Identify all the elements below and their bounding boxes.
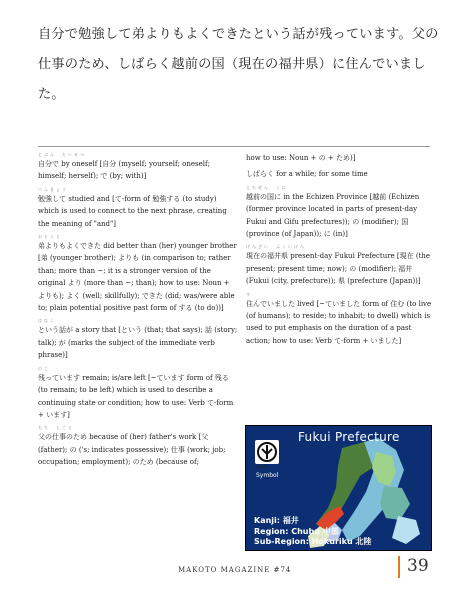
footer-accent <box>398 556 400 578</box>
vocab-entry: しばらく for a while; for some time <box>246 170 368 179</box>
map-info <box>254 516 371 548</box>
vocab-entry: えちぜん くに 越前の国に in the Echizen Province [越前 (Echizen (former province located in parts of present-day Fukui and Gifu prefectures)); の (modifier); 国 (province (of Japan)); に (in)] <box>246 184 420 239</box>
vocab-entry: す 住んでいました lived [~ていました form of 住む (to live (of humans); to reside; to inhabit; to dwell) which is used to put emphasis on the duration of a past action; how to use: Verb て-form + いました] <box>246 291 432 345</box>
vocab-entry: のこ 残っています remain; is/are left [~ています form of 残る (to remain; to be left) which is used to describe a continuing state or condition; how to use: Verb て-form + います] <box>38 365 234 419</box>
region-line: Region: Chubu 中部 <box>254 526 339 536</box>
page-number: 39 <box>407 556 429 576</box>
symbol-label: Symbol <box>256 472 279 479</box>
vocab-column-right <box>246 152 432 351</box>
magazine-footer: MAKOTO MAGAZINE #74 <box>178 566 292 574</box>
divider <box>38 146 430 147</box>
vocab-entry: はなし という話が a story that [という (that; that says); 話 (story; talk); が (marks the subject of the immediate verb phrase)] <box>38 318 238 360</box>
prefecture-symbol <box>255 440 279 464</box>
vocab-entry: げんざい ふくいけん 現在の福井県 present-day Fukui Prefecture [現在 (the present; present time; now); の (modifier); 福井 (Fukui (city, prefecture)); 県 (prefecture (Japan))] <box>246 244 431 286</box>
vocab-entry: じぶん たいせつ 自分で by oneself [自分 (myself; yourself; oneself; himself; herself); で (by; with)] <box>38 152 210 181</box>
vocab-entry: how to use: Noun + の + ため)] <box>246 154 356 162</box>
kanji-line: Kanji: 福井 <box>254 516 299 525</box>
fukui-map <box>245 425 432 551</box>
subregion-line: Sub-Region: Hokuriku 北陸 <box>254 537 372 546</box>
vocab-entry: ちち しごと 父の仕事のため because of (her) father's work [父 (father); の ('s; indicates possessive); 仕事 (work; job; occupation; employment); のため (because of; <box>38 425 226 467</box>
vocab-entry: べんきょう 勉強して studied and [て-form of 勉強する (to study) which is used to connect to the next phrase, creating the meaning of "and"] <box>38 186 227 228</box>
main-paragraph: 自分で勉強して弟よりもよくできたという話が残っています。父の仕事のため、しばらく越前の国（現在の福井県）に住んでいました。 <box>38 27 439 102</box>
map-title: Fukui Prefecture <box>298 430 400 444</box>
vocab-column-left <box>38 152 238 473</box>
symbol-caption: 福井県 <box>256 464 268 469</box>
vocab-entry: おとうと 弟よりもよくできた did better than (her) younger brother [弟 (younger brother); よりも (in comparison to; rather than; more than ~; it is a stronger version of the original より (more than ~; than); how to use: Noun + よりも); よく (well; skillfully); できた (did; was/were able to; plain potential positive past form of する (to do))] <box>38 234 237 313</box>
